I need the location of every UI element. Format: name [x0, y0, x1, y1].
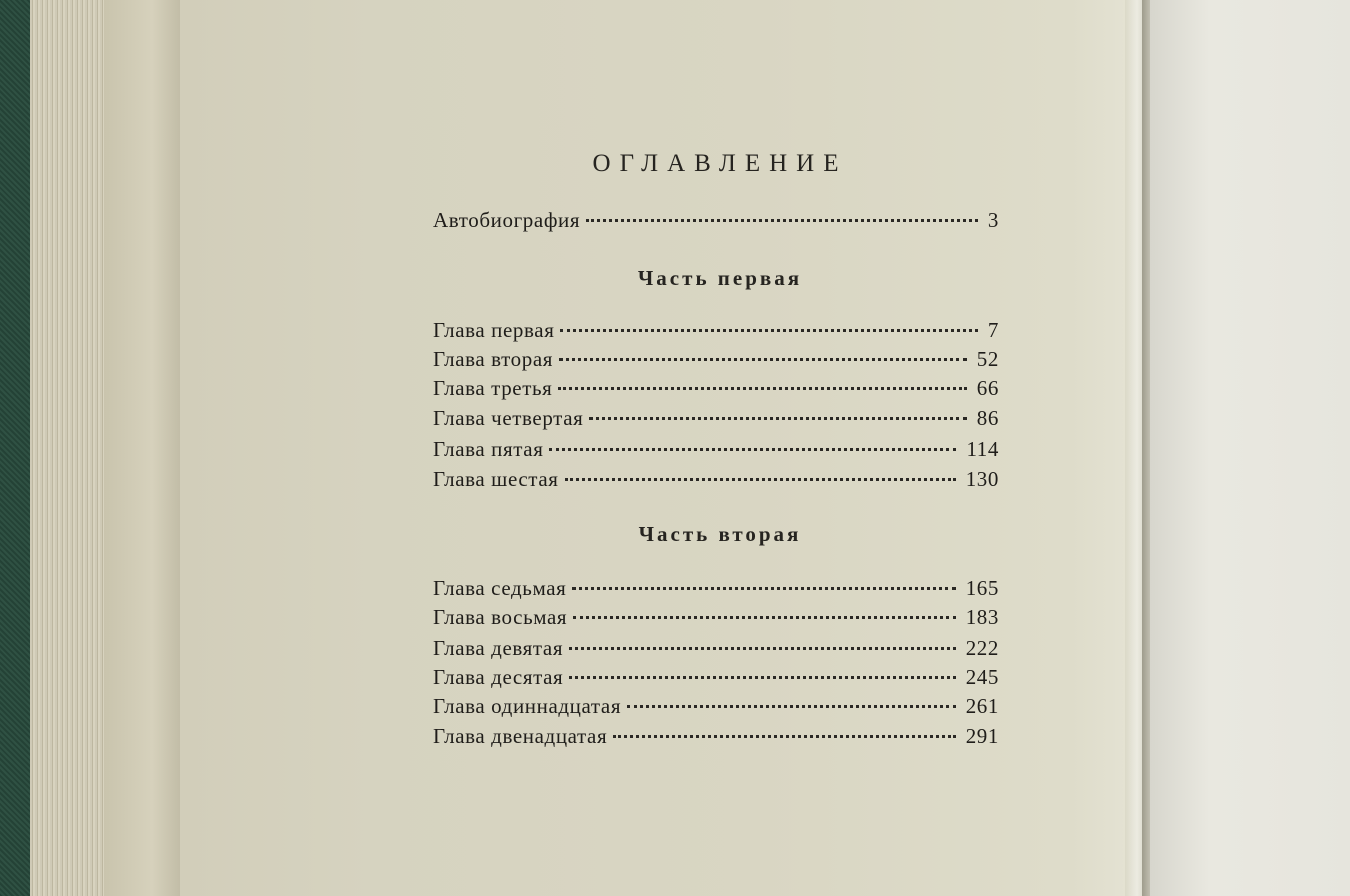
toc-entry-label: Глава третья [433, 376, 553, 400]
toc-entry [433, 724, 999, 752]
dot-leader [573, 616, 955, 619]
toc-entry-label: Глава одиннадцатая [433, 694, 622, 718]
dot-leader [565, 478, 956, 481]
toc-entry-page: 114 [966, 437, 999, 461]
toc-entry [433, 376, 999, 404]
dot-leader [589, 417, 966, 420]
toc-entry-intro [433, 208, 999, 236]
toc-entry [433, 605, 999, 633]
dot-leader [627, 705, 956, 708]
toc-entry-label: Глава пятая [433, 437, 544, 461]
dot-leader [560, 329, 977, 332]
toc-entry-page: 245 [965, 665, 999, 689]
toc-entry [433, 347, 999, 375]
toc-entry [433, 437, 999, 465]
part-title-2: Часть вторая [638, 522, 802, 546]
toc-entry [433, 636, 999, 664]
dot-leader [586, 219, 978, 222]
toc-entry-label: Глава первая [433, 318, 555, 342]
toc-entry-page: 261 [965, 694, 999, 718]
dot-leader [569, 676, 955, 679]
toc-entry-page: 52 [976, 347, 999, 371]
toc-entry-page: 222 [965, 636, 999, 660]
page-edges-shadow [104, 0, 184, 896]
dot-leader [558, 387, 966, 390]
toc-entry-page: 86 [976, 406, 999, 430]
toc-entry [433, 318, 999, 346]
dot-leader [569, 647, 956, 650]
toc-entry-label: Автобиография [433, 208, 581, 232]
toc-entry-page: 7 [987, 318, 999, 342]
toc-entry-label: Глава седьмая [433, 576, 567, 600]
toc-entry-page: 130 [965, 467, 999, 491]
toc-entry-page: 165 [965, 576, 999, 600]
dot-leader [559, 358, 967, 361]
dot-leader [572, 587, 955, 590]
toc-entry-page: 291 [965, 724, 999, 748]
toc-entry [433, 576, 999, 604]
page-title: ОГЛАВЛЕНИЕ [592, 150, 848, 177]
toc-entry [433, 406, 999, 434]
toc-entry-label: Глава двенадцатая [433, 724, 608, 748]
toc-entry-label: Глава восьмая [433, 605, 568, 629]
toc-entry-label: Глава девятая [433, 636, 564, 660]
toc-entry [433, 694, 999, 722]
facing-page [1150, 0, 1350, 896]
toc-entry-page: 3 [987, 208, 999, 232]
dot-leader [613, 735, 955, 738]
toc-entry [433, 467, 999, 495]
toc-entry-label: Глава шестая [433, 467, 559, 491]
toc-entry-label: Глава десятая [433, 665, 564, 689]
toc-entry-label: Глава вторая [433, 347, 554, 371]
part-title-1: Часть первая [637, 266, 803, 290]
toc-entry-page: 183 [965, 605, 999, 629]
toc-entry-label: Глава четвертая [433, 406, 584, 430]
toc-entry-page: 66 [976, 376, 999, 400]
dot-leader [549, 448, 956, 451]
page-edges [30, 0, 110, 896]
toc-entry [433, 665, 999, 693]
